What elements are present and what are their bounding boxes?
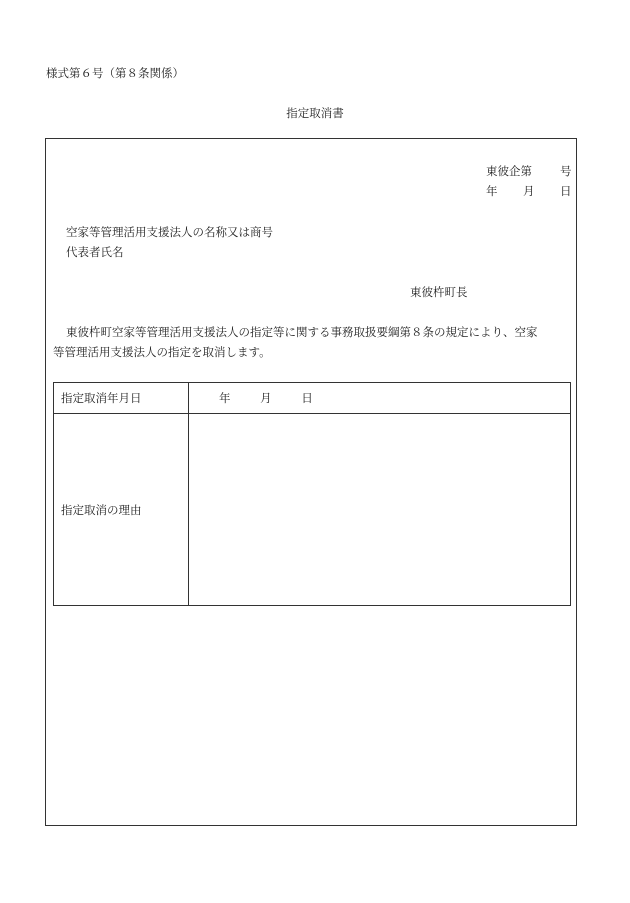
issuer-title: 東彼杵町長 — [410, 285, 468, 299]
issue-date-year: 年 — [486, 184, 498, 198]
revocation-reason-label: 指定取消の理由 — [54, 414, 189, 606]
issue-date-day: 日 — [560, 184, 572, 198]
document-number-suffix: 号 — [560, 164, 572, 178]
form-number-label: 様式第６号（第８条関係） — [46, 66, 184, 80]
revocation-date-day: 日 — [301, 391, 313, 405]
document-title: 指定取消書 — [286, 106, 344, 120]
revocation-date-month: 月 — [260, 391, 272, 405]
revocation-date-field[interactable] — [189, 383, 571, 414]
revocation-reason-field[interactable] — [189, 414, 571, 606]
document-number-prefix: 東彼企第 — [486, 164, 532, 178]
revocation-date-row — [54, 383, 571, 414]
body-text-line-1: 東彼杵町空家等管理活用支援法人の指定等に関する事務取扱要綱第８条の規定により、空家 — [66, 325, 538, 339]
revocation-reason-row — [54, 414, 571, 606]
issue-date-month: 月 — [523, 184, 535, 198]
body-text-line-2: 等管理活用支援法人の指定を取消します。 — [53, 345, 271, 359]
revocation-date-year: 年 — [219, 391, 231, 405]
addressee-name-line: 空家等管理活用支援法人の名称又は商号 — [66, 225, 273, 239]
revocation-details-table — [53, 382, 571, 606]
addressee-representative-line: 代表者氏名 — [66, 245, 124, 259]
revocation-date-label: 指定取消年月日 — [54, 383, 189, 414]
